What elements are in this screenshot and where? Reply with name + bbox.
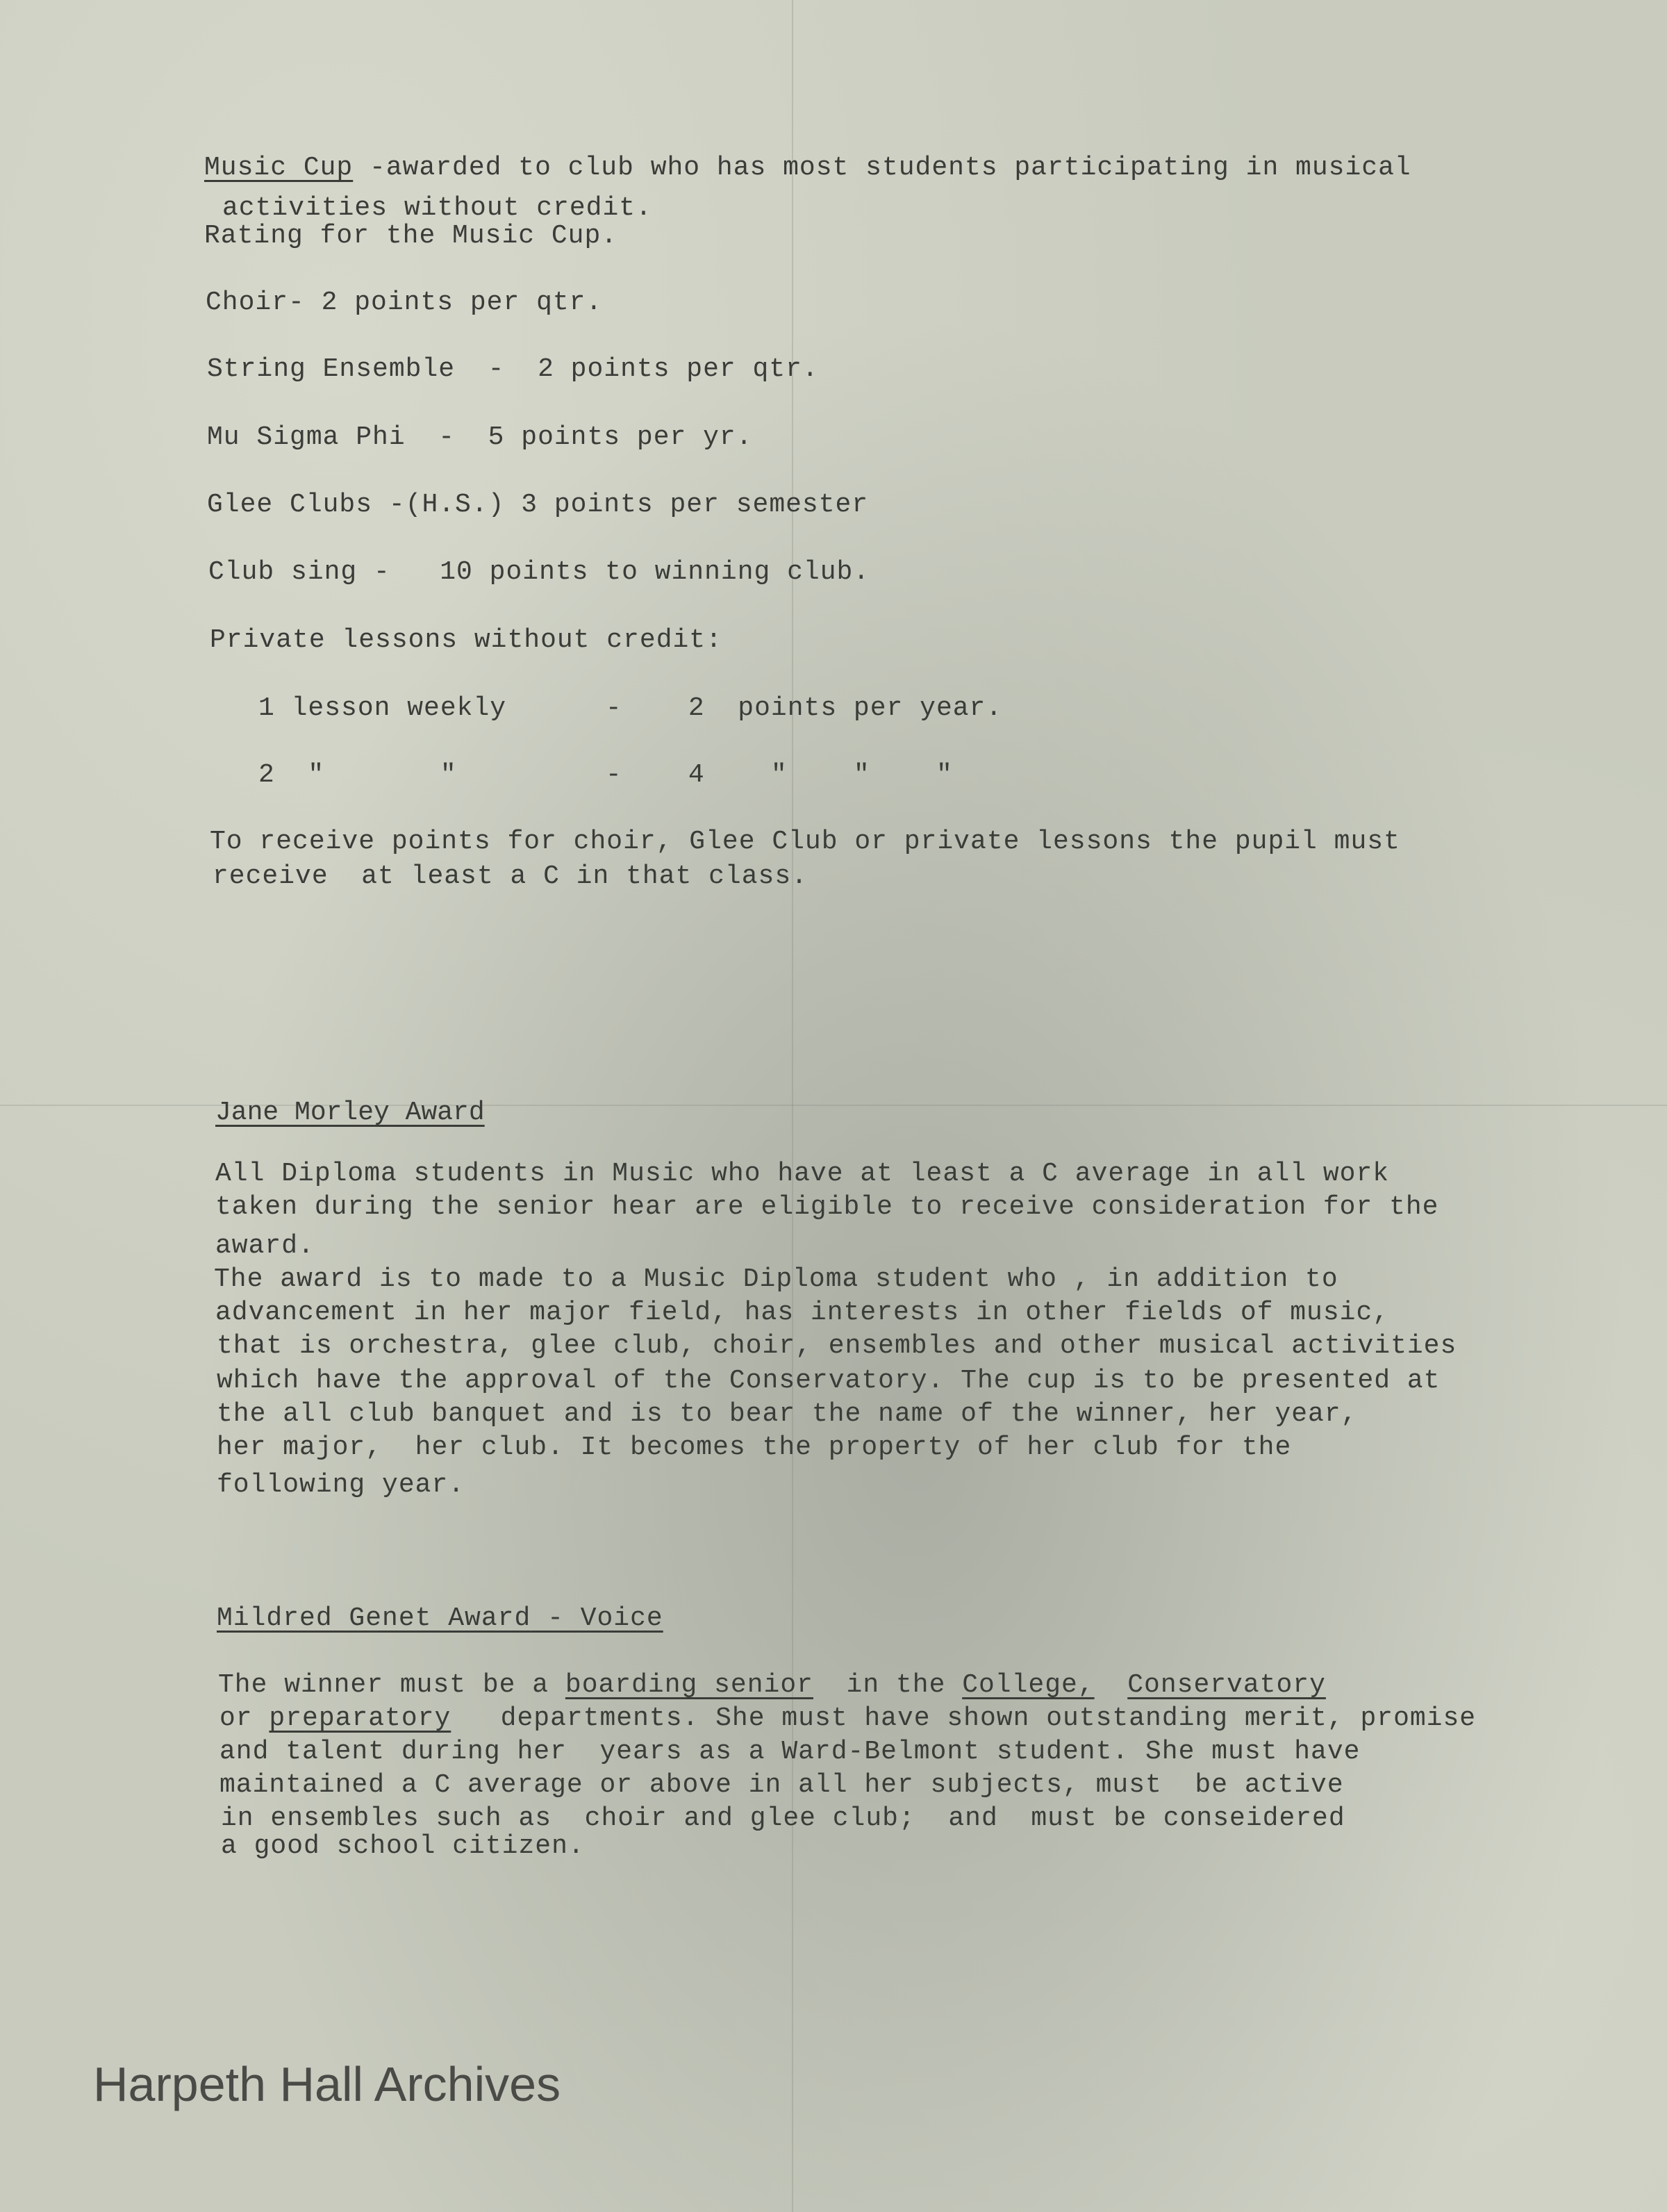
jane-morley-line: award.: [215, 1231, 315, 1261]
mildred-genet-line: in ensembles such as choir and glee club; and must be conseidered: [221, 1804, 1345, 1833]
text-run: [1095, 1670, 1128, 1700]
boarding-senior-underlined: boarding senior: [565, 1670, 813, 1700]
mildred-genet-line-1: [218, 1670, 1326, 1700]
mildred-genet-heading-line: [217, 1603, 663, 1633]
lesson-rate: 2 " " - 4 " " ": [258, 760, 953, 790]
college-underlined: College,: [962, 1670, 1095, 1700]
music-cup-heading: Music Cup: [204, 153, 354, 183]
jane-morley-line: advancement in her major field, has interests in other fields of music,: [215, 1298, 1390, 1328]
music-cup-line-1: [204, 153, 1411, 183]
jane-morley-line: following year.: [217, 1470, 465, 1500]
mildred-genet-heading: Mildred Genet Award: [217, 1603, 531, 1633]
private-lessons-heading: Private lessons without credit:: [210, 625, 722, 655]
mildred-genet-subheading: - Voice: [531, 1603, 663, 1633]
conservatory-underlined: Conservatory: [1127, 1670, 1326, 1700]
preparatory-underlined: preparatory: [269, 1703, 451, 1733]
text-run: The winner must be a: [218, 1670, 565, 1700]
mildred-genet-line: and talent during her years as a Ward-Belmont student. She must have: [219, 1737, 1361, 1767]
rating-item: Club sing - 10 points to winning club.: [208, 557, 870, 587]
mildred-genet-line: a good school citizen.: [221, 1831, 585, 1861]
text-run: departments. She must have shown outstanding merit, promise: [451, 1703, 1477, 1733]
jane-morley-line: that is orchestra, glee club, choir, ensembles and other musical activities: [217, 1331, 1457, 1361]
jane-morley-line: All Diploma students in Music who have at least a C average in all work: [215, 1159, 1390, 1189]
rating-item: Mu Sigma Phi - 5 points per yr.: [207, 422, 753, 452]
music-cup-description: -awarded to club who has most students participating in musical: [353, 153, 1411, 183]
mildred-genet-line-2: [219, 1703, 1476, 1733]
jane-morley-line: the all club banquet and is to bear the name of the winner, her year,: [217, 1399, 1358, 1429]
mildred-genet-line: maintained a C average or above in all her subjects, must be active: [219, 1770, 1344, 1800]
lesson-rate: 1 lesson weekly - 2 points per year.: [258, 693, 1003, 723]
archive-watermark: Harpeth Hall Archives: [93, 2057, 561, 2111]
jane-morley-line: taken during the senior hear are eligible to receive consideration for the: [215, 1192, 1439, 1222]
rating-item: Glee Clubs -(H.S.) 3 points per semester: [207, 490, 869, 520]
music-cup-note-1: To receive points for choir, Glee Club or private lessons the pupil must: [210, 827, 1400, 857]
text-run: or: [219, 1703, 269, 1733]
jane-morley-line: her major, her club. It becomes the property of her club for the: [217, 1433, 1292, 1462]
rating-item: Choir- 2 points per qtr.: [206, 288, 603, 317]
text-run: in the: [813, 1670, 963, 1700]
music-cup-line-2: activities without credit.: [222, 193, 652, 223]
rating-item: String Ensemble - 2 points per qtr.: [207, 354, 819, 384]
paper-fold-vertical: [792, 0, 793, 2212]
music-cup-note-2: receive at least a C in that class.: [213, 861, 808, 891]
music-cup-rating: Rating for the Music Cup.: [204, 221, 618, 251]
jane-morley-line: which have the approval of the Conservatory. The cup is to be presented at: [217, 1366, 1441, 1396]
jane-morley-line: The award is to made to a Music Diploma student who , in addition to: [214, 1264, 1338, 1294]
jane-morley-heading: Jane Morley Award: [215, 1098, 485, 1128]
